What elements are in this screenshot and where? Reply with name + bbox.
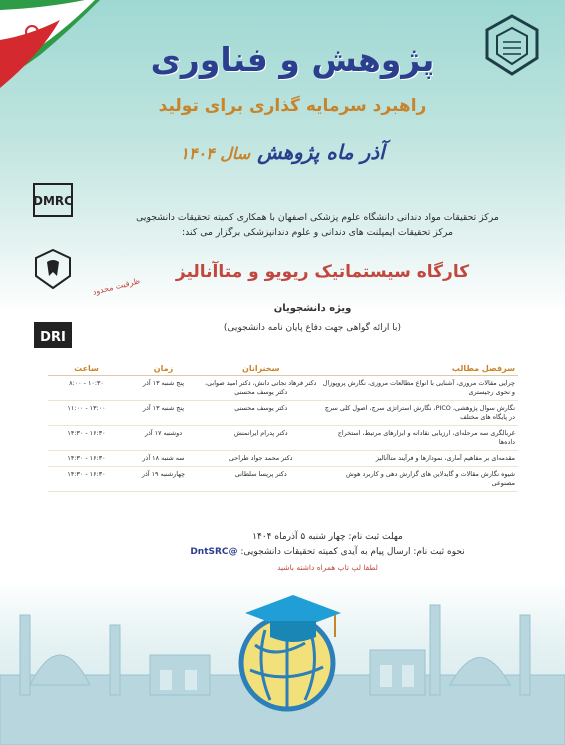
- iran-flag-icon: [0, 0, 100, 95]
- row-time: ۱۴:۳۰ - ۱۶:۳۰: [48, 426, 125, 451]
- row-topic: نگارش سوال پژوهشی، PICO، نگارش استراتژی سرچ، اصول کلی سرچ در پایگاه های مختلف: [319, 401, 518, 426]
- university-emblem-icon: [481, 12, 543, 80]
- year-label: سال ۱۴۰۴: [180, 144, 251, 163]
- deadline-text: مهلت ثبت نام: چهار شنبه ۵ آذرماه ۱۴۰۴: [252, 532, 403, 542]
- audience-label: ویژه دانشجویان: [273, 303, 352, 314]
- row-speaker: دکتر فرهاد نجاتی دانش، دکتر امید صوابی، دکتر یوسف محسنی: [202, 376, 320, 401]
- header-time: ساعت: [48, 362, 125, 376]
- dmrc-logo-icon: [30, 178, 76, 224]
- table-row: [48, 467, 518, 492]
- intro-text: [90, 210, 545, 240]
- partner-logos: [30, 178, 80, 382]
- schedule-header-row: [48, 362, 518, 376]
- row-date: چهارشنبه ۱۹ آذر: [125, 467, 202, 492]
- implant-center-logo-icon: [30, 246, 76, 292]
- header-speaker: سخنرانان: [202, 362, 320, 376]
- row-topic: چرایی مقالات مروری، آشنایی با انواع مطالعات مروری، نگارش پروپوزال و نحوی رجیستری: [319, 376, 518, 401]
- svg-text:DRI: DRI: [40, 330, 66, 345]
- row-speaker: دکتر یوسف محسنی: [202, 401, 320, 426]
- workshop-title: کارگاه سیستماتیک ریویو و متاآنالیز: [175, 262, 470, 282]
- registration-info: [150, 530, 505, 575]
- certificate-note: (با ارائه گواهی جهت دفاع پایان نامه دانشجویی): [223, 323, 402, 333]
- svg-text:DMRC: DMRC: [33, 194, 73, 208]
- page-title: پژوهش و فناوری: [150, 40, 435, 79]
- table-row: [48, 426, 518, 451]
- table-row: [48, 451, 518, 467]
- intro-line-1: مرکز تحقیقات مواد دندانی دانشگاه علوم پزشکی اصفهان با همکاری کمیته تحقیقات دانشجویی: [136, 212, 499, 223]
- page-subtitle: راهبرد سرمایه گذاری برای تولید: [158, 96, 427, 116]
- row-date: پنج شنبه ۱۳ آذر: [125, 376, 202, 401]
- row-date: سه شنبه ۱۸ آذر: [125, 451, 202, 467]
- header-date: زمان: [125, 362, 202, 376]
- month-label: آذر ماه پژوهش: [257, 140, 385, 164]
- row-date: دوشنبه ۱۷ آذر: [125, 426, 202, 451]
- table-row: [48, 376, 518, 401]
- row-speaker: دکتر محمد جواد طراحی: [202, 451, 320, 467]
- row-time: ۱۴:۳۰ - ۱۶:۳۰: [48, 467, 125, 492]
- row-time: ۸:۰۰ - ۱۰:۳۰: [48, 376, 125, 401]
- dri-logo-icon: [30, 314, 76, 360]
- row-topic: شیوه نگارش مقالات و گایدلاین های گزارش دهی و کاربرد هوش مصنوعی: [319, 467, 518, 492]
- laptop-note: لطفا لپ تاپ همراه داشته باشید: [277, 563, 378, 572]
- register-text: نحوه ثبت نام: ارسال پیام به آیدی کمیته تحقیقات دانشجویی:: [240, 547, 465, 557]
- register-line: [150, 545, 505, 560]
- row-topic: غربالگری سه مرحله‌ای، ارزیابی نقادانه و ابزارهای مرتبط، استخراج داده‌ها: [319, 426, 518, 451]
- row-speaker: دکتر پدرام ایرانمنش: [202, 426, 320, 451]
- intro-line-2: مرکز تحقیقات ایمپلنت های دندانی و علوم دندانپزشکی برگزار می کند:: [182, 227, 453, 238]
- row-topic: مقدمه‌ای بر مفاهیم آماری، نمودارها و فرآیند متاآنالیز: [319, 451, 518, 467]
- telegram-handle[interactable]: @DntSRC: [190, 547, 238, 557]
- row-speaker: دکتر پریسا سلطانی: [202, 467, 320, 492]
- header-topic: سرفصل مطالب: [319, 362, 518, 376]
- table-row: [48, 401, 518, 426]
- row-time: ۱۴:۳۰ - ۱۶:۳۰: [48, 451, 125, 467]
- globe-graduation-icon: [215, 585, 355, 715]
- row-time: ۱۱:۰۰ - ۱۳:۰۰: [48, 401, 125, 426]
- row-date: پنج شنبه ۱۳ آذر: [125, 401, 202, 426]
- month-banner: [140, 140, 425, 164]
- capacity-badge: ظرفیت محدود: [91, 276, 141, 297]
- schedule-table: [48, 362, 518, 492]
